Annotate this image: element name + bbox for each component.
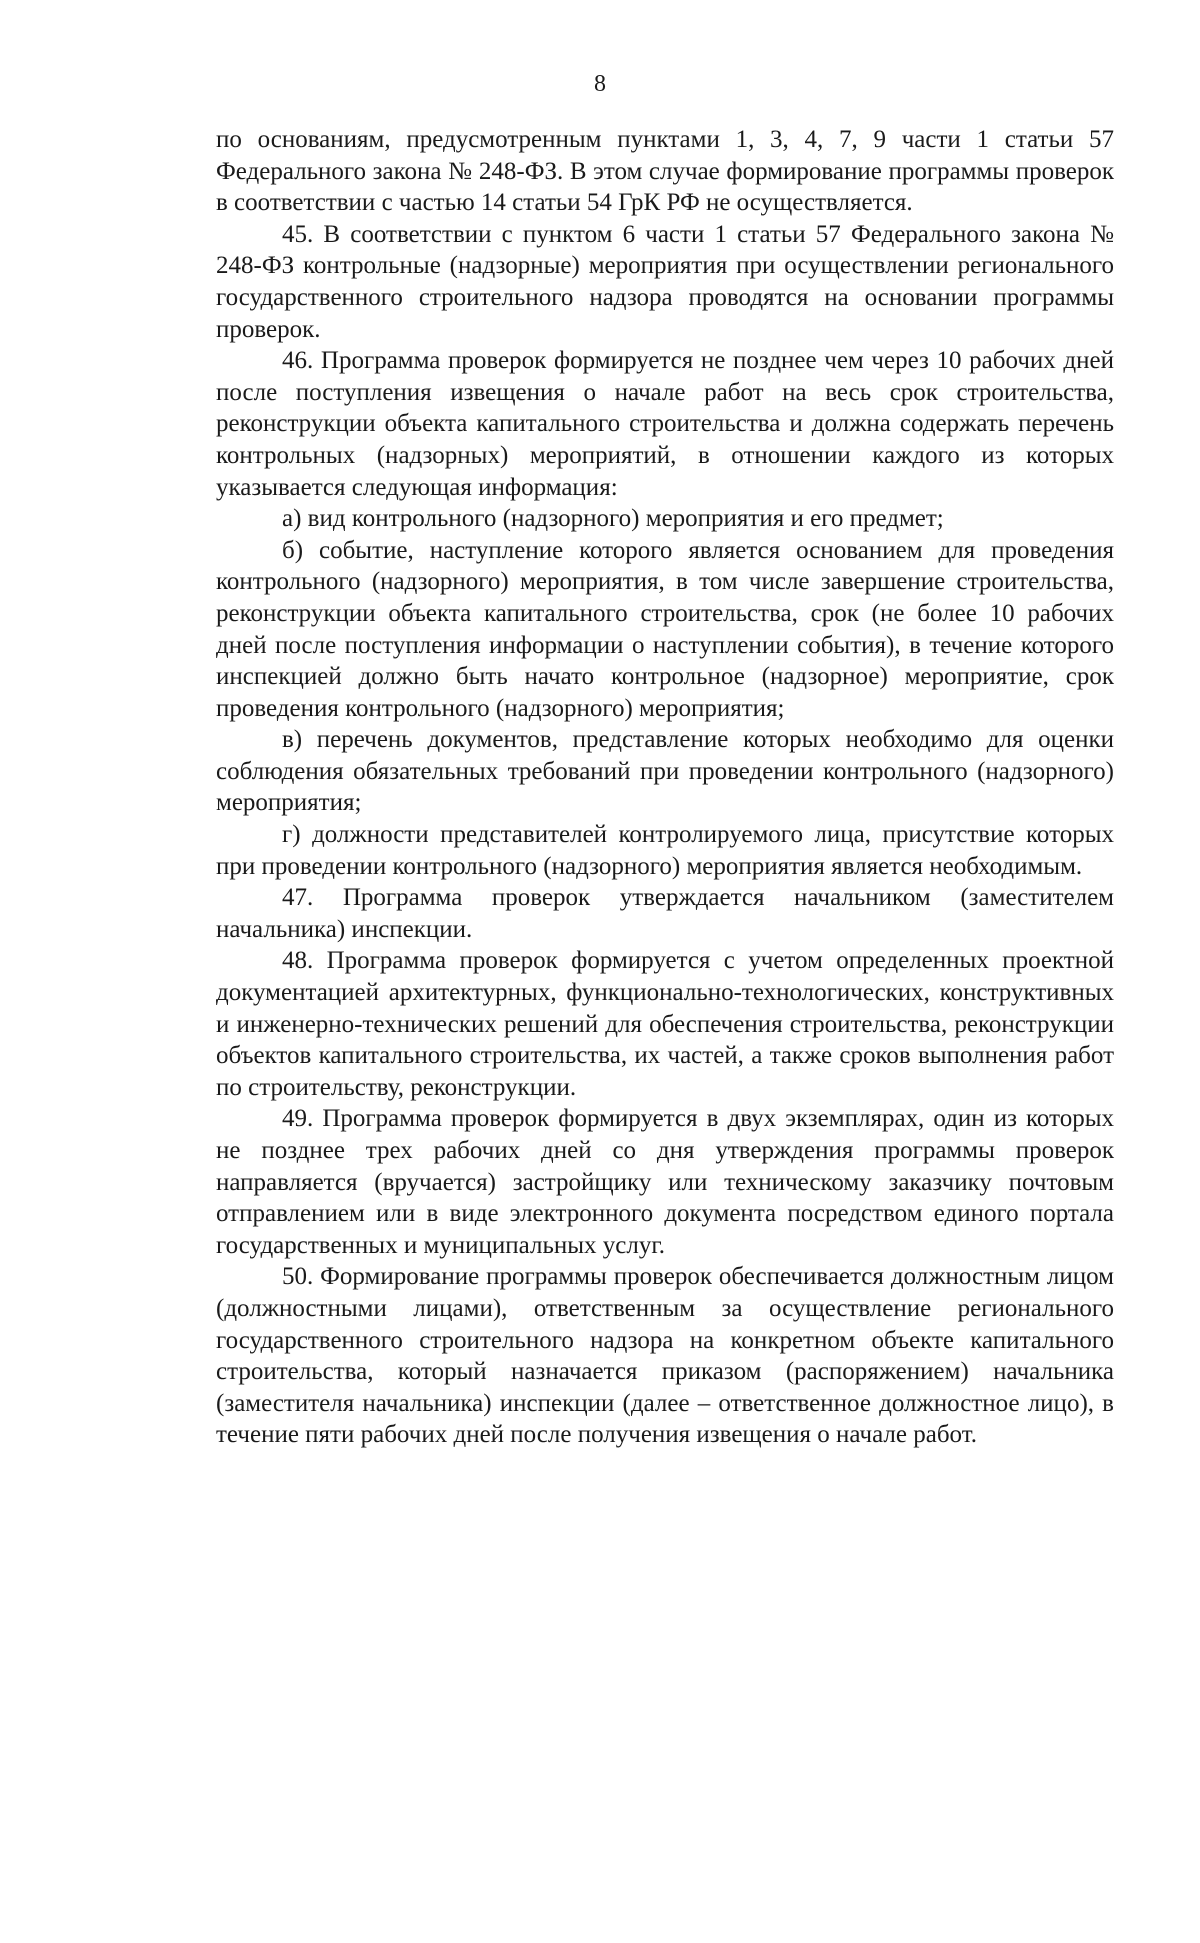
paragraph-item-46-a: а) вид контрольного (надзорного) мероприятия и его предмет; [282, 505, 944, 533]
paragraph-item-46-v: в) перечень документов, представление которых необходимо для оценки соблюдения обязательных требований при проведении контрольного (надзорного) мероприятия; [216, 726, 1114, 817]
document-body [216, 124, 1114, 1451]
paragraph-item-47: 47. Программа проверок утверждается начальником (заместителем начальника) инспекции. [216, 884, 1114, 943]
page-number: 8 [594, 71, 606, 97]
paragraph-item-49: 49. Программа проверок формируется в двух экземплярах, один из которых не позднее трех рабочих дней со дня утверждения программы проверок направляется (вручается) застройщику или техническому заказчику почтовым отправлением или в виде электронного документа посредством единого портала государственных и муниципальных услуг. [216, 1105, 1114, 1259]
paragraph-item-46-g: г) должности представителей контролируемого лица, присутствие которых при проведении контрольного (надзорного) мероприятия является необходимым. [216, 821, 1114, 880]
paragraph-item-46: 46. Программа проверок формируется не позднее чем через 10 рабочих дней после поступления извещения о начале работ на весь срок строительства, реконструкции объекта капитального строительства и должна содержать перечень контрольных (надзорных) мероприятий, в отношении каждого из которых указывается следующая информация: [216, 347, 1114, 501]
paragraph-item-46-b: б) событие, наступление которого является основанием для проведения контрольного (надзорного) мероприятия, в том числе завершение строительства, реконструкции объекта капитального строительства, срок (не более 10 рабочих дней после поступления информации о наступлении события), в течение которого инспекцией должно быть начато контрольное (надзорное) мероприятие, срок проведения контрольного (надзорного) мероприятия; [216, 536, 1114, 722]
paragraph-continuation: по основаниям, предусмотренным пунктами 1, 3, 4, 7, 9 части 1 статьи 57 Федерального закона № 248-ФЗ. В этом случае формирование программы проверок в соответствии с частью 14 статьи 54 ГрК РФ не осуществляется. [216, 126, 1114, 217]
paragraph-item-45: 45. В соответствии с пунктом 6 части 1 статьи 57 Федерального закона № 248-ФЗ контрольные (надзорные) мероприятия при осуществлении регионального государственного строительного надзора проводятся на основании программы проверок. [216, 220, 1114, 343]
paragraph-item-48: 48. Программа проверок формируется с учетом определенных проектной документацией архитектурных, функционально-технологических, конструктивных и инженерно-технических решений для обеспечения строительства, реконструкции объектов капитального строительства, их частей, а также сроков выполнения работ по строительству, реконструкции. [216, 947, 1114, 1101]
paragraph-item-50: 50. Формирование программы проверок обеспечивается должностным лицом (должностными лицами), ответственным за осуществление регионального государственного строительного надзора на конкретном объекте капитального строительства, который назначается приказом (распоряжением) начальника (заместителя начальника) инспекции (далее – ответственное должностное лицо), в течение пяти рабочих дней после получения извещения о начале работ. [216, 1263, 1114, 1449]
